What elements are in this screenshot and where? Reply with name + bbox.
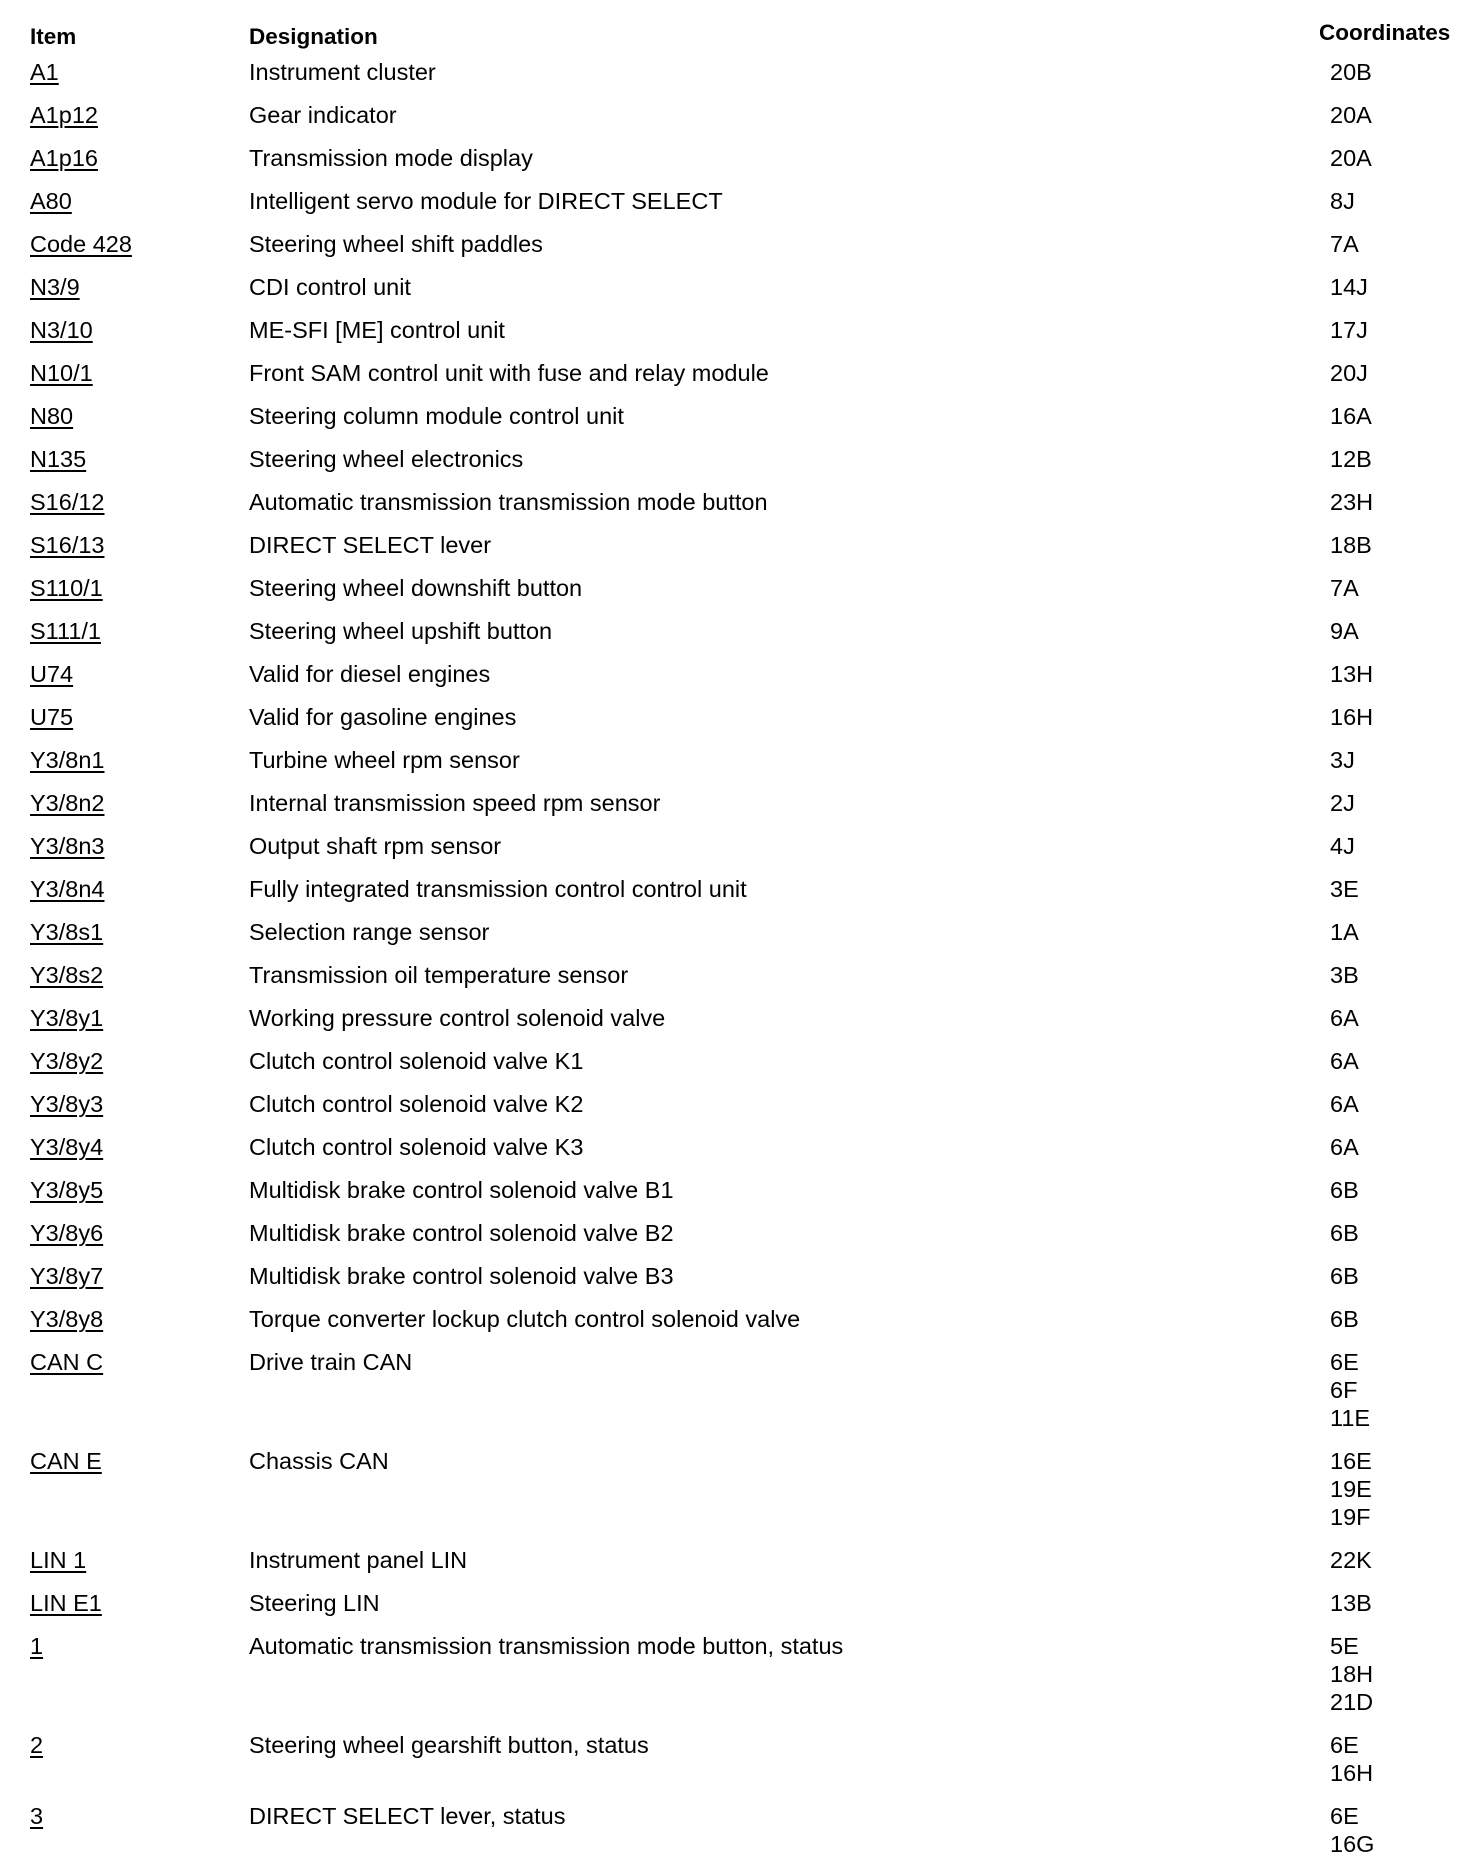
coordinate-value: 19F bbox=[1330, 1504, 1371, 1530]
coordinates-cell bbox=[1330, 961, 1359, 989]
designation-cell: Multidisk brake control solenoid valve B1 bbox=[249, 1177, 674, 1203]
designation-cell: Valid for diesel engines bbox=[249, 661, 491, 687]
item-code-link[interactable]: N80 bbox=[30, 403, 74, 429]
item-code-link[interactable]: Y3/8n1 bbox=[30, 747, 105, 773]
table-row bbox=[30, 359, 1472, 402]
coordinate-value: 18B bbox=[1330, 532, 1372, 558]
item-code-link[interactable]: Y3/8y5 bbox=[30, 1177, 104, 1203]
table-row bbox=[30, 1305, 1472, 1348]
item-code-link[interactable]: Y3/8s1 bbox=[30, 919, 104, 945]
coordinate-value: 16E bbox=[1330, 1448, 1372, 1474]
coordinate-value: 19E bbox=[1330, 1476, 1372, 1502]
coordinates-cell bbox=[1330, 574, 1359, 602]
item-code-link[interactable]: Y3/8y3 bbox=[30, 1091, 104, 1117]
coordinate-value: 2J bbox=[1330, 790, 1355, 816]
coordinate-value: 20B bbox=[1330, 59, 1372, 85]
designation-cell: Clutch control solenoid valve K3 bbox=[249, 1134, 584, 1160]
designation-cell: Front SAM control unit with fuse and relay module bbox=[249, 360, 769, 386]
coordinates-cell bbox=[1330, 101, 1372, 129]
coordinates-cell bbox=[1330, 1219, 1359, 1247]
coordinate-value: 14J bbox=[1330, 274, 1368, 300]
coordinates-cell bbox=[1330, 1176, 1359, 1204]
table-row bbox=[30, 101, 1472, 144]
coordinate-value: 1A bbox=[1330, 919, 1359, 945]
item-code-link[interactable]: Y3/8y7 bbox=[30, 1263, 104, 1289]
table-row bbox=[30, 961, 1472, 1004]
item-code-link[interactable]: S111/1 bbox=[30, 618, 101, 644]
legend-table bbox=[30, 20, 1472, 1873]
designation-cell: Turbine wheel rpm sensor bbox=[249, 747, 520, 773]
table-row bbox=[30, 1004, 1472, 1047]
coordinate-value: 13B bbox=[1330, 1590, 1372, 1616]
coordinates-cell bbox=[1330, 144, 1372, 172]
designation-cell: Multidisk brake control solenoid valve B3 bbox=[249, 1263, 674, 1289]
table-row bbox=[30, 746, 1472, 789]
designation-cell: Gear indicator bbox=[249, 102, 397, 128]
coordinate-value: 23H bbox=[1330, 489, 1374, 515]
coordinate-value: 18H bbox=[1330, 1661, 1374, 1687]
designation-cell: Steering LIN bbox=[249, 1590, 380, 1616]
table-row bbox=[30, 660, 1472, 703]
table-row bbox=[30, 832, 1472, 875]
coordinate-value: 6A bbox=[1330, 1048, 1359, 1074]
table-row bbox=[30, 1219, 1472, 1262]
designation-cell: Instrument cluster bbox=[249, 59, 436, 85]
coordinate-value: 6A bbox=[1330, 1005, 1359, 1031]
table-header bbox=[30, 20, 1472, 58]
designation-cell: Transmission mode display bbox=[249, 145, 533, 171]
table-row bbox=[30, 789, 1472, 832]
table-row bbox=[30, 1802, 1472, 1873]
designation-cell: CDI control unit bbox=[249, 274, 411, 300]
item-code-link[interactable]: Y3/8y2 bbox=[30, 1048, 104, 1074]
coordinates-cell bbox=[1330, 531, 1372, 559]
item-code-link[interactable]: N135 bbox=[30, 446, 87, 472]
coordinates-cell bbox=[1330, 402, 1372, 430]
table-row bbox=[30, 144, 1472, 187]
table-body bbox=[30, 58, 1472, 1873]
coordinate-value: 8J bbox=[1330, 188, 1355, 214]
table-row bbox=[30, 1262, 1472, 1305]
coordinate-value: 3B bbox=[1330, 962, 1359, 988]
item-code-link[interactable]: CAN E bbox=[30, 1448, 102, 1474]
table-row bbox=[30, 1176, 1472, 1219]
coordinates-cell bbox=[1330, 58, 1372, 86]
designation-cell: Steering wheel gearshift button, status bbox=[249, 1732, 649, 1758]
coordinates-cell bbox=[1330, 918, 1359, 946]
item-code-link[interactable]: Code 428 bbox=[30, 231, 132, 257]
table-row bbox=[30, 875, 1472, 918]
coordinate-value: 11E bbox=[1330, 1405, 1371, 1431]
coordinate-value: 21D bbox=[1330, 1689, 1374, 1715]
coordinates-cell bbox=[1330, 187, 1355, 215]
item-code-link[interactable]: Y3/8n3 bbox=[30, 833, 105, 859]
table-row bbox=[30, 1632, 1472, 1731]
designation-cell: Automatic transmission transmission mode button, status bbox=[249, 1633, 844, 1659]
coordinate-value: 9A bbox=[1330, 618, 1359, 644]
item-code-link[interactable]: 1 bbox=[30, 1633, 44, 1659]
designation-cell: Working pressure control solenoid valve bbox=[249, 1005, 666, 1031]
item-code-link[interactable]: Y3/8y1 bbox=[30, 1005, 104, 1031]
coordinates-cell bbox=[1330, 746, 1355, 774]
designation-cell: Multidisk brake control solenoid valve B2 bbox=[249, 1220, 674, 1246]
item-code-link[interactable]: A80 bbox=[30, 188, 72, 214]
designation-cell: Chassis CAN bbox=[249, 1448, 389, 1474]
designation-column-header: Designation bbox=[249, 24, 378, 49]
designation-cell: Clutch control solenoid valve K1 bbox=[249, 1048, 584, 1074]
table-row bbox=[30, 316, 1472, 359]
coordinates-cell bbox=[1330, 875, 1359, 903]
item-code-link[interactable]: 2 bbox=[30, 1732, 44, 1758]
item-code-link[interactable]: U74 bbox=[30, 661, 74, 687]
coordinate-value: 3E bbox=[1330, 876, 1359, 902]
table-row bbox=[30, 703, 1472, 746]
item-code-link[interactable]: Y3/8n2 bbox=[30, 790, 105, 816]
item-code-link[interactable]: 3 bbox=[30, 1803, 44, 1829]
item-code-link[interactable]: S16/12 bbox=[30, 489, 105, 515]
coordinate-value: 6E bbox=[1330, 1349, 1359, 1375]
coordinate-value: 20A bbox=[1330, 102, 1372, 128]
designation-cell: Output shaft rpm sensor bbox=[249, 833, 502, 859]
item-code-link[interactable]: Y3/8n4 bbox=[30, 876, 105, 902]
table-row bbox=[30, 1090, 1472, 1133]
table-row bbox=[30, 273, 1472, 316]
designation-cell: Automatic transmission transmission mode button bbox=[249, 489, 768, 515]
item-code-link[interactable]: CAN C bbox=[30, 1349, 104, 1375]
table-row bbox=[30, 1047, 1472, 1090]
coordinate-value: 6A bbox=[1330, 1134, 1359, 1160]
item-code-link[interactable]: U75 bbox=[30, 704, 74, 730]
item-code-link[interactable]: LIN E1 bbox=[30, 1590, 102, 1616]
coordinate-value: 6B bbox=[1330, 1263, 1359, 1289]
coordinates-cell bbox=[1330, 1305, 1359, 1333]
coordinates-cell bbox=[1330, 1546, 1372, 1574]
table-row bbox=[30, 1731, 1472, 1802]
designation-cell: Steering wheel electronics bbox=[249, 446, 524, 472]
designation-cell: ME-SFI [ME] control unit bbox=[249, 317, 505, 343]
coordinates-cell bbox=[1330, 832, 1355, 860]
coordinates-cell bbox=[1330, 445, 1372, 473]
coordinate-value: 20J bbox=[1330, 360, 1368, 386]
coordinates-cell bbox=[1330, 1802, 1374, 1858]
designation-cell: Clutch control solenoid valve K2 bbox=[249, 1091, 584, 1117]
item-code-link[interactable]: N10/1 bbox=[30, 360, 93, 386]
coordinates-cell bbox=[1330, 1632, 1373, 1716]
table-row bbox=[30, 617, 1472, 660]
table-row bbox=[30, 918, 1472, 961]
item-code-link[interactable]: A1p12 bbox=[30, 102, 98, 128]
designation-cell: DIRECT SELECT lever bbox=[249, 532, 492, 558]
coordinate-value: 6B bbox=[1330, 1177, 1359, 1203]
item-column-header: Item bbox=[30, 24, 77, 49]
table-row bbox=[30, 1589, 1472, 1632]
coordinates-cell bbox=[1330, 1348, 1370, 1432]
coordinates-cell bbox=[1330, 1004, 1359, 1032]
coordinates-cell bbox=[1330, 660, 1373, 688]
designation-cell: Valid for gasoline engines bbox=[249, 704, 517, 730]
table-row bbox=[30, 402, 1472, 445]
coordinate-value: 3J bbox=[1330, 747, 1355, 773]
item-code-link[interactable]: Y3/8y8 bbox=[30, 1306, 104, 1332]
item-code-link[interactable]: Y3/8y4 bbox=[30, 1134, 104, 1160]
designation-cell: Drive train CAN bbox=[249, 1349, 413, 1375]
designation-cell: Steering wheel upshift button bbox=[249, 618, 553, 644]
table-row bbox=[30, 1133, 1472, 1176]
coordinates-cell bbox=[1330, 1047, 1359, 1075]
designation-cell: Torque converter lockup clutch control solenoid valve bbox=[249, 1306, 801, 1332]
table-row bbox=[30, 58, 1472, 101]
designation-cell: Steering column module control unit bbox=[249, 403, 624, 429]
coordinates-cell bbox=[1330, 1447, 1372, 1531]
item-code-link[interactable]: S16/13 bbox=[30, 532, 105, 558]
coordinate-value: 7A bbox=[1330, 575, 1359, 601]
coordinate-value: 5E bbox=[1330, 1633, 1359, 1659]
coordinate-value: 16H bbox=[1330, 1760, 1374, 1786]
coordinate-value: 6F bbox=[1330, 1377, 1358, 1403]
table-row bbox=[30, 574, 1472, 617]
designation-cell: Selection range sensor bbox=[249, 919, 490, 945]
table-row bbox=[30, 1447, 1472, 1546]
coordinates-column-header: Coordinates bbox=[1319, 20, 1451, 45]
coordinate-value: 4J bbox=[1330, 833, 1355, 859]
item-code-link[interactable]: Y3/8y6 bbox=[30, 1220, 104, 1246]
coordinate-value: 6B bbox=[1330, 1220, 1359, 1246]
coordinates-cell bbox=[1330, 230, 1359, 258]
designation-cell: DIRECT SELECT lever, status bbox=[249, 1803, 566, 1829]
item-code-link[interactable]: LIN 1 bbox=[30, 1547, 87, 1573]
coordinate-value: 16H bbox=[1330, 704, 1374, 730]
coordinate-value: 16A bbox=[1330, 403, 1372, 429]
designation-cell: Steering wheel downshift button bbox=[249, 575, 583, 601]
coordinates-cell bbox=[1330, 703, 1373, 731]
coordinates-cell bbox=[1330, 1090, 1359, 1118]
coordinates-cell bbox=[1330, 273, 1368, 301]
item-code-link[interactable]: N3/10 bbox=[30, 317, 93, 343]
item-code-link[interactable]: S110/1 bbox=[30, 575, 103, 601]
coordinates-cell bbox=[1330, 316, 1368, 344]
designation-cell: Steering wheel shift paddles bbox=[249, 231, 543, 257]
table-row bbox=[30, 531, 1472, 574]
coordinates-cell bbox=[1330, 617, 1359, 645]
designation-cell: Instrument panel LIN bbox=[249, 1547, 468, 1573]
coordinate-value: 6E bbox=[1330, 1803, 1359, 1829]
coordinates-cell bbox=[1330, 1262, 1359, 1290]
item-code-link[interactable]: Y3/8s2 bbox=[30, 962, 104, 988]
coordinates-cell bbox=[1330, 1589, 1372, 1617]
coordinates-cell bbox=[1330, 1133, 1359, 1161]
table-row bbox=[30, 187, 1472, 230]
coordinates-cell bbox=[1330, 359, 1368, 387]
coordinates-cell bbox=[1330, 1731, 1373, 1787]
coordinate-value: 7A bbox=[1330, 231, 1359, 257]
coordinates-cell bbox=[1330, 789, 1355, 817]
item-code-link[interactable]: A1 bbox=[30, 59, 59, 85]
coordinate-value: 6A bbox=[1330, 1091, 1359, 1117]
coordinate-value: 13H bbox=[1330, 661, 1374, 687]
table-row bbox=[30, 445, 1472, 488]
table-row bbox=[30, 488, 1472, 531]
coordinate-value: 6E bbox=[1330, 1732, 1359, 1758]
coordinates-cell bbox=[1330, 488, 1373, 516]
coordinate-value: 12B bbox=[1330, 446, 1372, 472]
designation-cell: Intelligent servo module for DIRECT SELECT bbox=[249, 188, 723, 214]
designation-cell: Transmission oil temperature sensor bbox=[249, 962, 629, 988]
coordinate-value: 22K bbox=[1330, 1547, 1372, 1573]
item-code-link[interactable]: N3/9 bbox=[30, 274, 80, 300]
table-row bbox=[30, 230, 1472, 273]
item-code-link[interactable]: A1p16 bbox=[30, 145, 98, 171]
coordinate-value: 16G bbox=[1330, 1831, 1375, 1857]
coordinate-value: 6B bbox=[1330, 1306, 1359, 1332]
designation-cell: Fully integrated transmission control control unit bbox=[249, 876, 747, 902]
coordinate-value: 17J bbox=[1330, 317, 1368, 343]
coordinate-value: 20A bbox=[1330, 145, 1372, 171]
designation-cell: Internal transmission speed rpm sensor bbox=[249, 790, 661, 816]
table-row bbox=[30, 1546, 1472, 1589]
table-row bbox=[30, 1348, 1472, 1447]
